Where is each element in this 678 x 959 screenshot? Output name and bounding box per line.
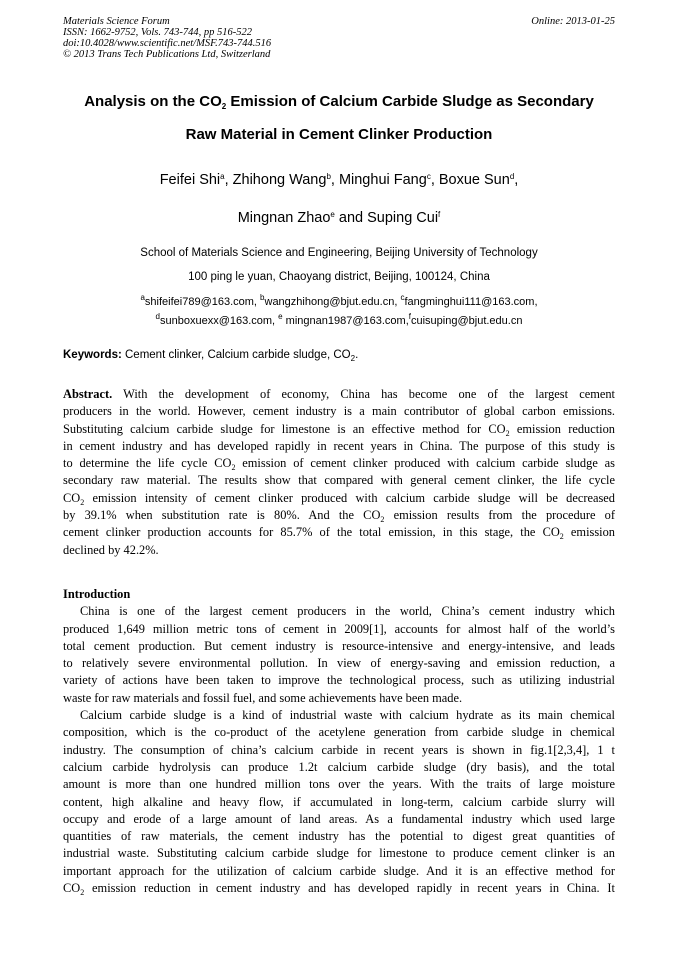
author-list-line2: Mingnan Zhao$^e$ and Suping Cui$^f$ xyxy=(237,210,441,226)
keywords: Keywords: Cement clinker, Calcium carbide sludge, $CO_2$. xyxy=(63,349,359,363)
email-line1: $^a$shifeifei789@163.com, $^b$wangzhihong@bjut.edu.cn, $^c$fangminghui111@163.com, xyxy=(140,293,538,308)
abstract: Abstract. With the development of economy, China has become one of the largest cement producers in the world. However, cement industry is a main contributor of global carbon emissions. Substituting calcium carbide sludge for limestone is an effective method for $CO_2$ emission reduction in cement industry and has developed rapidly in recent years in China. The purpose of this study is to determine the life cycle $CO_2$ emission of cement clinker produced with calcium carbide sludge as secondary raw material. The results show that compared with general cement clinker, the life cycle $CO_2$ emission intensity of cement clinker produced with calcium carbide sludge will be decreased by 39.1% when substitution rate is 80%. And the $CO_2$ emission results from the procedure of cement clinker production accounts for 85.7% of the total emission, in this stage, the $CO_2$ emission declined by 42.2%. xyxy=(63,387,615,557)
journal-header xyxy=(63,16,271,60)
introduction xyxy=(63,586,615,897)
journal-name: Materials Science Forum xyxy=(63,16,170,27)
online-date: Online: 2013-01-25 xyxy=(531,16,615,27)
email-line2: $^d$sunboxuexx@163.com, $^e$ mingnan1987@163.com,$^f$cuisuping@bjut.edu.cn xyxy=(155,312,523,327)
intro-paragraph-1: China is one of the largest cement producers in the world, China’s cement industry which produced 1,649 million metric tons of cement in 2009[1], accounts for almost half of the world’s total cement production. But cement industry is resource-intensive and energy-intensive, and leads to relatively severe environmental pollution. In view of energy-saving and emission reduction, a variety of actions have been taken to improve the technological process, such as utilizing industrial waste for raw materials and fossil fuel, and some achievements have been made. xyxy=(63,604,615,705)
section-heading: Introduction xyxy=(63,587,131,601)
author-list-line1: Feifei Shi$^a$, Zhihong Wang$^b$, Minghui Fang$^c$, Boxue Sun$^d$, xyxy=(159,172,519,188)
issn: ISSN: 1662-9752, Vols. 743-744, pp 516-522 xyxy=(63,27,252,38)
doi: doi:10.4028/www.scientific.net/MSF.743-744.516 xyxy=(63,38,272,49)
affiliation-line2: 100 ping le yuan, Chaoyang district, Beijing, 100124, China xyxy=(188,271,490,283)
paper-title-line2: Raw Material in Cement Clinker Production xyxy=(185,126,493,143)
affiliation-line1: School of Materials Science and Engineering, Beijing University of Technology xyxy=(140,247,538,259)
copyright: © 2013 Trans Tech Publications Ltd, Switzerland xyxy=(63,49,271,60)
paper-title-line1: Analysis on the $CO_2$ Emission of Calcium Carbide Sludge as Secondary xyxy=(84,93,594,111)
intro-paragraph-2: Calcium carbide sludge is a kind of industrial waste with calcium hydrate as its main chemical composition, which is the co-product of the acetylene generation from carbide sludge in chemical industry. The consumption of china’s calcium carbide in recent years is shown in fig.1[2,3,4], 1 t calcium carbide hydrolysis can produce 1.2t calcium carbide sludge (dry basis), and the total amount is more than one hundred million tons over the years. With the traits of large moisture content, high alkaline and heavy flow, if accumulated in long-term, calcium carbide slurry will occupy and erode of a large amount of land areas. As a fundamental industry which used large quantities of raw materials, the cement industry has the potential to digest great quantities of industrial waste. Substituting calcium carbide sludge for limestone to produce cement clinker is an important approach for the utilization of calcium carbide sludge. And it is an effective method for $CO_2$ emission reduction in cement industry and has developed rapidly in recent years in China. It xyxy=(63,708,615,898)
